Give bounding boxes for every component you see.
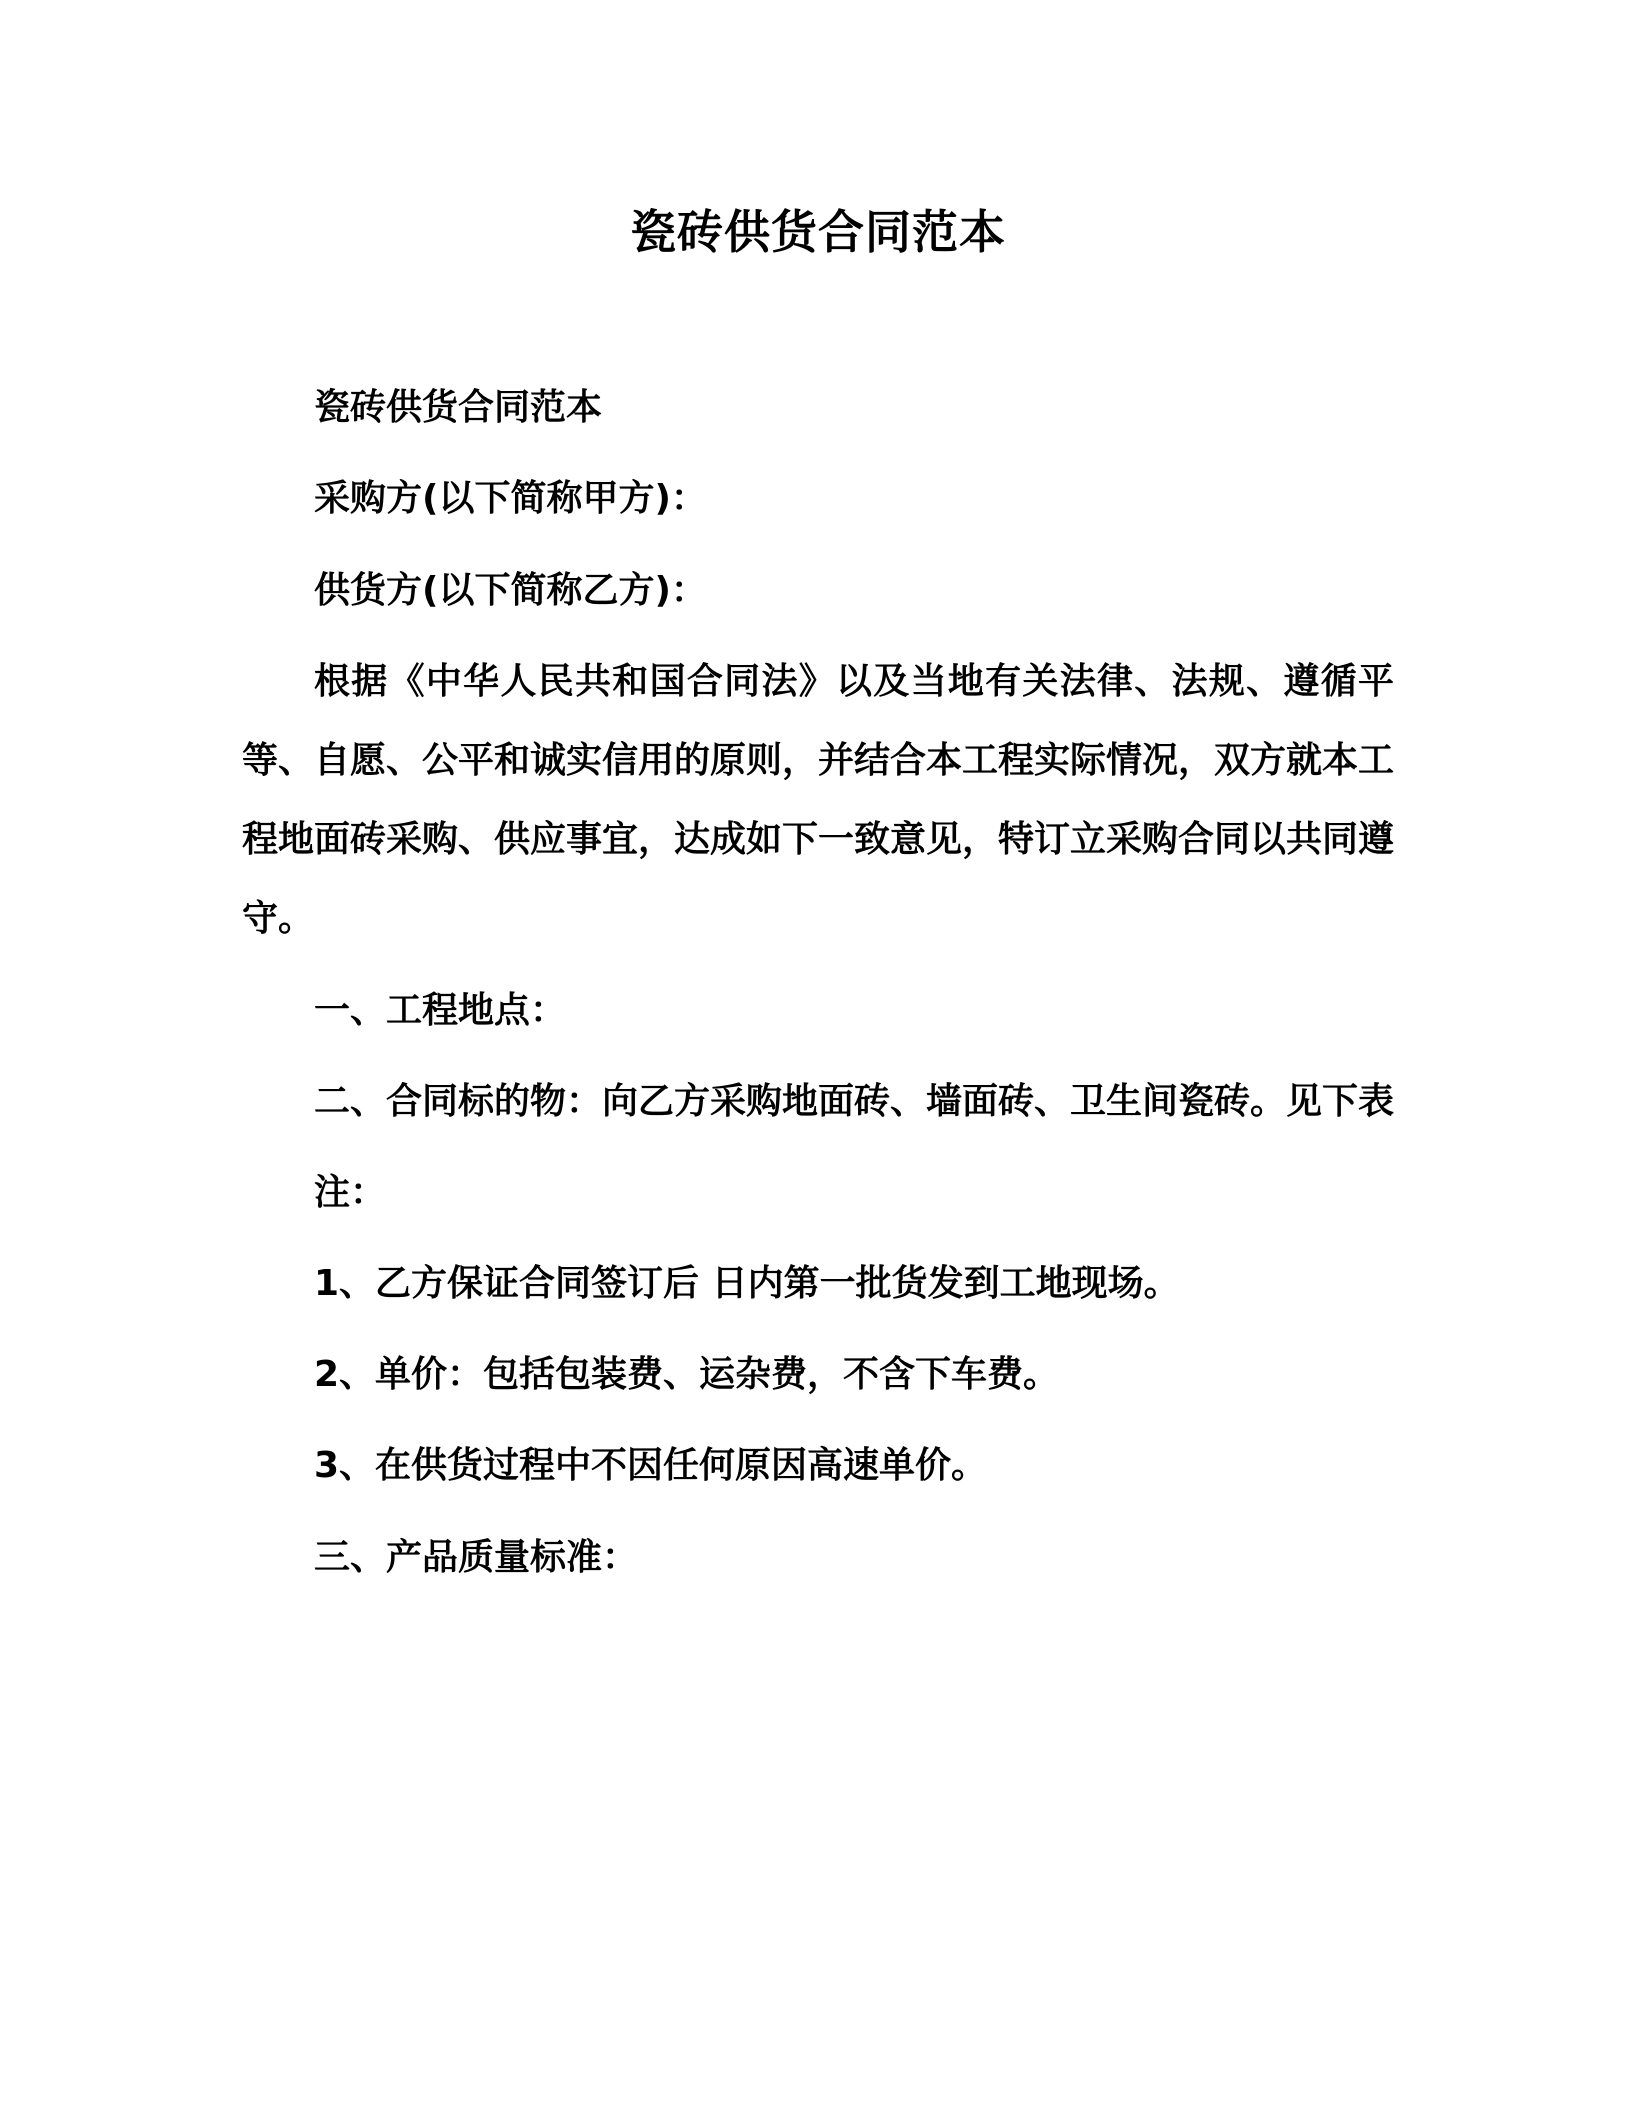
paragraph-subtitle: 瓷砖供货合同范本: [314, 387, 603, 429]
document-body: [242, 368, 1394, 1597]
paragraph-buyer-label: 采购方(以下简称甲方)：: [314, 478, 707, 520]
paragraph-supplier-label: 供货方(以下简称乙方)：: [314, 569, 707, 611]
paragraph-clause-2-subject-matter: 二、合同标的物：向乙方采购地面砖、墙面砖、卫生间瓷砖。见下表: [314, 1080, 1395, 1122]
paragraph-clause-1-project-location: 一、工程地点：: [314, 989, 567, 1031]
paragraph-note-1-delivery: 1、乙方保证合同签订后 日内第一批货发到工地现场。: [314, 1263, 1180, 1305]
paragraph-note-2-unit-price: 2、单价：包括包装费、运杂费，不含下车费。: [314, 1354, 1060, 1396]
paragraph-note-label: 注：: [314, 1171, 387, 1213]
paragraph-clause-3-quality-standard: 三、产品质量标准：: [314, 1536, 639, 1578]
paragraph-preamble: 根据《中华人民共和国合同法》以及当地有关法律、法规、遵循平等、自愿、公平和诚实信用的原则，并结合本工程实际情况，双方就本工程地面砖采购、供应事宜，达成如下一致意见，特订立采购合同以共同遵守。: [242, 660, 1395, 940]
document-title: 瓷砖供货合同范本: [630, 205, 1006, 259]
paragraph-note-3-price-fixed: 3、在供货过程中不因任何原因高速单价。: [314, 1445, 988, 1487]
